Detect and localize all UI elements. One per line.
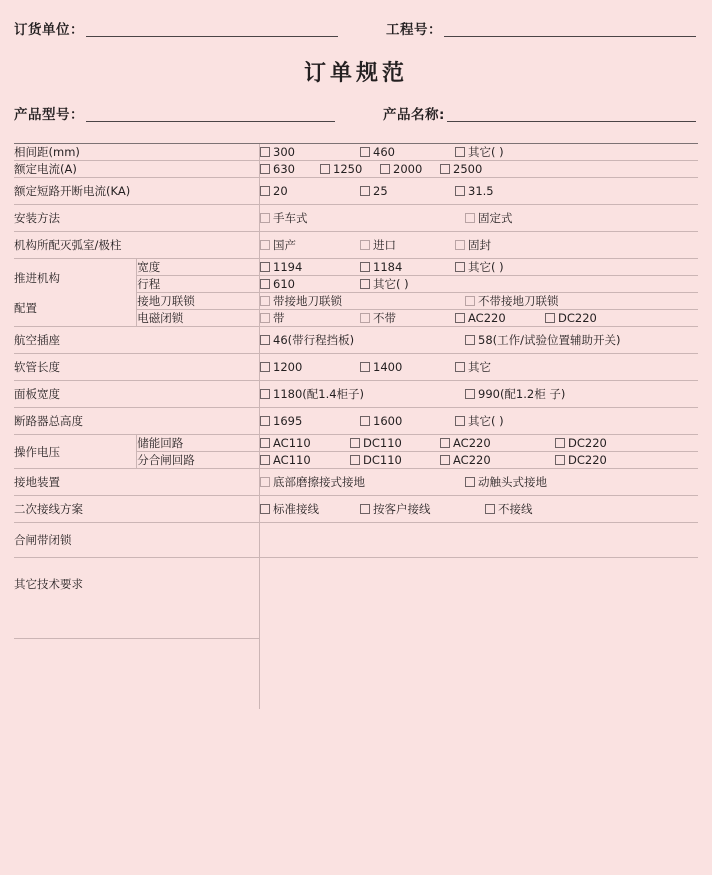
checkbox-option[interactable]: [440, 453, 555, 467]
checkbox-icon[interactable]: [360, 416, 370, 426]
option-label: DC220: [568, 453, 607, 467]
row-options: [260, 496, 699, 523]
product-model-label: 产品型号：: [14, 107, 84, 123]
checkbox-icon[interactable]: [260, 455, 270, 465]
checkbox-icon[interactable]: [260, 313, 270, 323]
checkbox-icon[interactable]: [555, 438, 565, 448]
checkbox-icon[interactable]: [465, 213, 475, 223]
checkbox-option[interactable]: [260, 453, 350, 467]
table-row: [14, 354, 698, 381]
option-label: 不带: [373, 311, 396, 325]
option-label: 460: [373, 145, 395, 159]
checkbox-icon[interactable]: [260, 262, 270, 272]
row-options: [260, 408, 699, 435]
checkbox-option[interactable]: [260, 277, 360, 291]
checkbox-option[interactable]: [260, 414, 360, 428]
row-options: [260, 232, 699, 259]
row-label: 额定短路开断电流(KA): [14, 178, 260, 205]
checkbox-icon[interactable]: [260, 147, 270, 157]
checkbox-icon[interactable]: [320, 164, 330, 174]
checkbox-icon[interactable]: [260, 164, 270, 174]
order-unit-field[interactable]: [86, 21, 338, 37]
checkbox-option[interactable]: [455, 184, 494, 198]
row-label: 安装方法: [14, 205, 260, 232]
checkbox-option[interactable]: [360, 276, 409, 292]
checkbox-option[interactable]: [260, 145, 360, 159]
checkbox-icon[interactable]: [455, 147, 465, 157]
checkbox-icon[interactable]: [360, 504, 370, 514]
option-label: 1200: [273, 360, 303, 374]
checkbox-option[interactable]: [260, 332, 465, 348]
option-label: 不带接地刀联锁: [478, 294, 559, 308]
checkbox-icon[interactable]: [260, 504, 270, 514]
checkbox-icon[interactable]: [260, 438, 270, 448]
option-label: 990(配1.2柜 子): [478, 387, 566, 401]
option-label: 46(带行程挡板): [273, 333, 355, 347]
table-row: [14, 523, 698, 558]
checkbox-icon[interactable]: [455, 262, 465, 272]
option-label: 1600: [373, 414, 403, 428]
checkbox-icon[interactable]: [360, 279, 370, 289]
option-label: 其它: [468, 360, 491, 374]
table-row: [14, 161, 698, 178]
checkbox-option[interactable]: [260, 474, 465, 490]
checkbox-option[interactable]: [455, 259, 504, 275]
group-label-push-mechanism: [14, 259, 137, 327]
checkbox-icon[interactable]: [260, 213, 270, 223]
group-label-line1: 推进机构: [14, 270, 60, 285]
checkbox-option[interactable]: [360, 501, 485, 517]
checkbox-option[interactable]: [360, 414, 455, 428]
table-row: [14, 496, 698, 523]
option-label: DC220: [568, 436, 607, 450]
row-options: [260, 293, 699, 310]
checkbox-option[interactable]: [260, 162, 320, 176]
checkbox-option[interactable]: [555, 436, 607, 450]
table-row: [14, 232, 698, 259]
spec-table: [14, 143, 698, 709]
option-label: 进口: [373, 238, 396, 252]
product-name-field[interactable]: [447, 106, 696, 122]
row-options-blank[interactable]: [260, 558, 699, 639]
checkbox-option[interactable]: [320, 162, 380, 176]
checkbox-option[interactable]: [350, 453, 440, 467]
option-label: 1184: [373, 260, 403, 274]
row-label: 接地装置: [14, 469, 260, 496]
checkbox-icon[interactable]: [360, 262, 370, 272]
option-label: 国产: [273, 238, 296, 252]
checkbox-option[interactable]: [545, 311, 597, 325]
table-row: [14, 408, 698, 435]
option-label: 手车式: [273, 211, 308, 225]
checkbox-icon[interactable]: [260, 416, 270, 426]
checkbox-option[interactable]: [455, 413, 504, 429]
option-label: AC220: [453, 453, 491, 467]
checkbox-icon[interactable]: [455, 186, 465, 196]
checkbox-option[interactable]: [455, 359, 491, 375]
checkbox-icon[interactable]: [465, 296, 475, 306]
table-row: [14, 205, 698, 232]
project-no-field[interactable]: [444, 21, 696, 37]
option-label: DC110: [363, 453, 402, 467]
checkbox-icon[interactable]: [360, 240, 370, 250]
table-row: [14, 558, 698, 639]
option-label: 1695: [273, 414, 303, 428]
row-label: 软管长度: [14, 354, 260, 381]
checkbox-option[interactable]: [260, 436, 350, 450]
order-unit-label: 订货单位：: [14, 22, 84, 38]
checkbox-icon[interactable]: [465, 477, 475, 487]
sub-label: 分合闸回路: [137, 452, 260, 469]
checkbox-icon[interactable]: [260, 362, 270, 372]
checkbox-option[interactable]: [380, 162, 440, 176]
table-row: [14, 144, 698, 161]
row-label: 面板宽度: [14, 381, 260, 408]
table-row: [14, 259, 698, 276]
checkbox-icon[interactable]: [260, 186, 270, 196]
checkbox-icon[interactable]: [440, 455, 450, 465]
row-options: [260, 327, 699, 354]
option-label: 630: [273, 162, 295, 176]
checkbox-icon[interactable]: [260, 335, 270, 345]
checkbox-icon[interactable]: [260, 477, 270, 487]
option-label: 25: [373, 184, 388, 198]
row-label: 二次接线方案: [14, 496, 260, 523]
checkbox-icon[interactable]: [350, 455, 360, 465]
row-label: 机构所配灭弧室/极柱: [14, 232, 260, 259]
checkbox-option[interactable]: [455, 144, 504, 160]
checkbox-icon[interactable]: [380, 164, 390, 174]
table-row: [14, 469, 698, 496]
option-label: 610: [273, 277, 295, 291]
row-spacer: [14, 639, 260, 710]
checkbox-icon[interactable]: [485, 504, 495, 514]
checkbox-icon[interactable]: [440, 164, 450, 174]
row-options: [260, 205, 699, 232]
checkbox-option[interactable]: [360, 360, 455, 374]
checkbox-icon[interactable]: [455, 313, 465, 323]
row-label: 合闸带闭锁: [14, 523, 260, 558]
row-label: 额定电流(A): [14, 161, 260, 178]
checkbox-option[interactable]: [360, 145, 455, 159]
option-label: 固封: [468, 238, 491, 252]
checkbox-icon[interactable]: [260, 296, 270, 306]
sub-label: 接地刀联锁: [137, 293, 260, 310]
row-options: [260, 469, 699, 496]
checkbox-option[interactable]: [465, 386, 565, 402]
sub-label: 储能回路: [137, 435, 260, 452]
checkbox-option[interactable]: [260, 360, 360, 374]
row-options: [260, 144, 699, 161]
checkbox-option[interactable]: [455, 311, 545, 325]
checkbox-option[interactable]: [440, 436, 555, 450]
row-options: [260, 452, 699, 469]
option-label: AC110: [273, 453, 311, 467]
checkbox-option[interactable]: [260, 260, 360, 274]
option-label: 动触头式接地: [478, 475, 547, 489]
row-label: 断路器总高度: [14, 408, 260, 435]
checkbox-icon[interactable]: [455, 416, 465, 426]
header-row-order: [14, 0, 698, 38]
option-label: 2500: [453, 162, 483, 176]
product-model-field[interactable]: [86, 106, 335, 122]
row-options: [260, 310, 699, 327]
sub-label: 电磁闭锁: [137, 310, 260, 327]
checkbox-option[interactable]: [360, 237, 455, 253]
product-name-label: 产品名称:: [383, 107, 445, 123]
option-label: 带接地刀联锁: [273, 294, 342, 308]
sub-label: 宽度: [137, 259, 260, 276]
option-label: 31.5: [468, 184, 494, 198]
option-label: 底部磨擦接式接地: [273, 475, 365, 489]
row-options: [260, 381, 699, 408]
table-row: [14, 327, 698, 354]
checkbox-icon[interactable]: [260, 240, 270, 250]
option-label: DC110: [363, 436, 402, 450]
table-row: [14, 435, 698, 452]
checkbox-icon[interactable]: [555, 455, 565, 465]
checkbox-icon[interactable]: [360, 186, 370, 196]
row-options: [260, 276, 699, 293]
row-options: [260, 435, 699, 452]
option-label: 58(工作/试验位置辅助开关): [478, 333, 621, 347]
option-label: DC220: [558, 311, 597, 325]
checkbox-option[interactable]: [360, 310, 455, 326]
checkbox-icon[interactable]: [465, 335, 475, 345]
option-label: 1180(配1.4柜子): [273, 387, 365, 401]
checkbox-option[interactable]: [360, 260, 455, 274]
option-label: 按客户接线: [373, 502, 431, 516]
option-label: AC220: [453, 436, 491, 450]
header-row-product: [14, 93, 698, 123]
checkbox-option[interactable]: [440, 162, 482, 176]
checkbox-icon[interactable]: [260, 279, 270, 289]
row-options: [260, 178, 699, 205]
sub-label: 行程: [137, 276, 260, 293]
table-row: [14, 639, 698, 710]
row-options: [260, 259, 699, 276]
row-options: [260, 161, 699, 178]
option-label: 不接线: [498, 502, 533, 516]
page-title: 订单规范: [303, 61, 408, 86]
checkbox-option[interactable]: [260, 501, 360, 517]
option-label: 带: [273, 311, 285, 325]
checkbox-icon[interactable]: [455, 362, 465, 372]
option-label: 300: [273, 145, 295, 159]
checkbox-option[interactable]: [360, 184, 455, 198]
checkbox-icon[interactable]: [465, 389, 475, 399]
row-label: 航空插座: [14, 327, 260, 354]
checkbox-option[interactable]: [455, 237, 491, 253]
checkbox-option[interactable]: [260, 293, 465, 309]
checkbox-icon[interactable]: [545, 313, 555, 323]
checkbox-option[interactable]: [260, 184, 360, 198]
option-label: 1400: [373, 360, 403, 374]
option-label: 1194: [273, 260, 303, 274]
group-label-operating-voltage: 操作电压: [14, 435, 137, 469]
checkbox-icon[interactable]: [360, 362, 370, 372]
option-label: 2000: [393, 162, 423, 176]
option-label: 20: [273, 184, 288, 198]
checkbox-option[interactable]: [485, 501, 533, 517]
option-label: AC220: [468, 311, 506, 325]
checkbox-icon[interactable]: [360, 313, 370, 323]
checkbox-option[interactable]: [260, 310, 360, 326]
checkbox-option[interactable]: [260, 210, 465, 226]
free-text-area[interactable]: [260, 639, 699, 710]
checkbox-icon[interactable]: [360, 147, 370, 157]
project-no-label: 工程号：: [386, 22, 442, 38]
option-label: 1250: [333, 162, 363, 176]
checkbox-option[interactable]: [555, 453, 607, 467]
checkbox-option[interactable]: [350, 436, 440, 450]
table-row: [14, 381, 698, 408]
option-label: 其它( ): [468, 145, 504, 159]
checkbox-option[interactable]: [465, 474, 547, 490]
row-options-blank[interactable]: [260, 523, 699, 558]
option-label: 其它( ): [468, 414, 504, 428]
option-label: 其它( ): [373, 277, 409, 291]
option-label: AC110: [273, 436, 311, 450]
checkbox-option[interactable]: [465, 210, 513, 226]
checkbox-icon[interactable]: [440, 438, 450, 448]
option-label: 标准接线: [273, 502, 319, 516]
row-options: [260, 354, 699, 381]
checkbox-icon[interactable]: [455, 240, 465, 250]
row-label: 其它技术要求: [14, 558, 260, 639]
checkbox-option[interactable]: [260, 237, 360, 253]
checkbox-option[interactable]: [260, 386, 465, 402]
checkbox-icon[interactable]: [350, 438, 360, 448]
option-label: 其它( ): [468, 260, 504, 274]
checkbox-icon[interactable]: [260, 389, 270, 399]
row-label: 相间距(mm): [14, 144, 260, 161]
option-label: 固定式: [478, 211, 513, 225]
checkbox-option[interactable]: [465, 332, 620, 348]
table-row: [14, 178, 698, 205]
group-label-line2: 配置: [14, 300, 37, 315]
checkbox-option[interactable]: [465, 293, 559, 309]
